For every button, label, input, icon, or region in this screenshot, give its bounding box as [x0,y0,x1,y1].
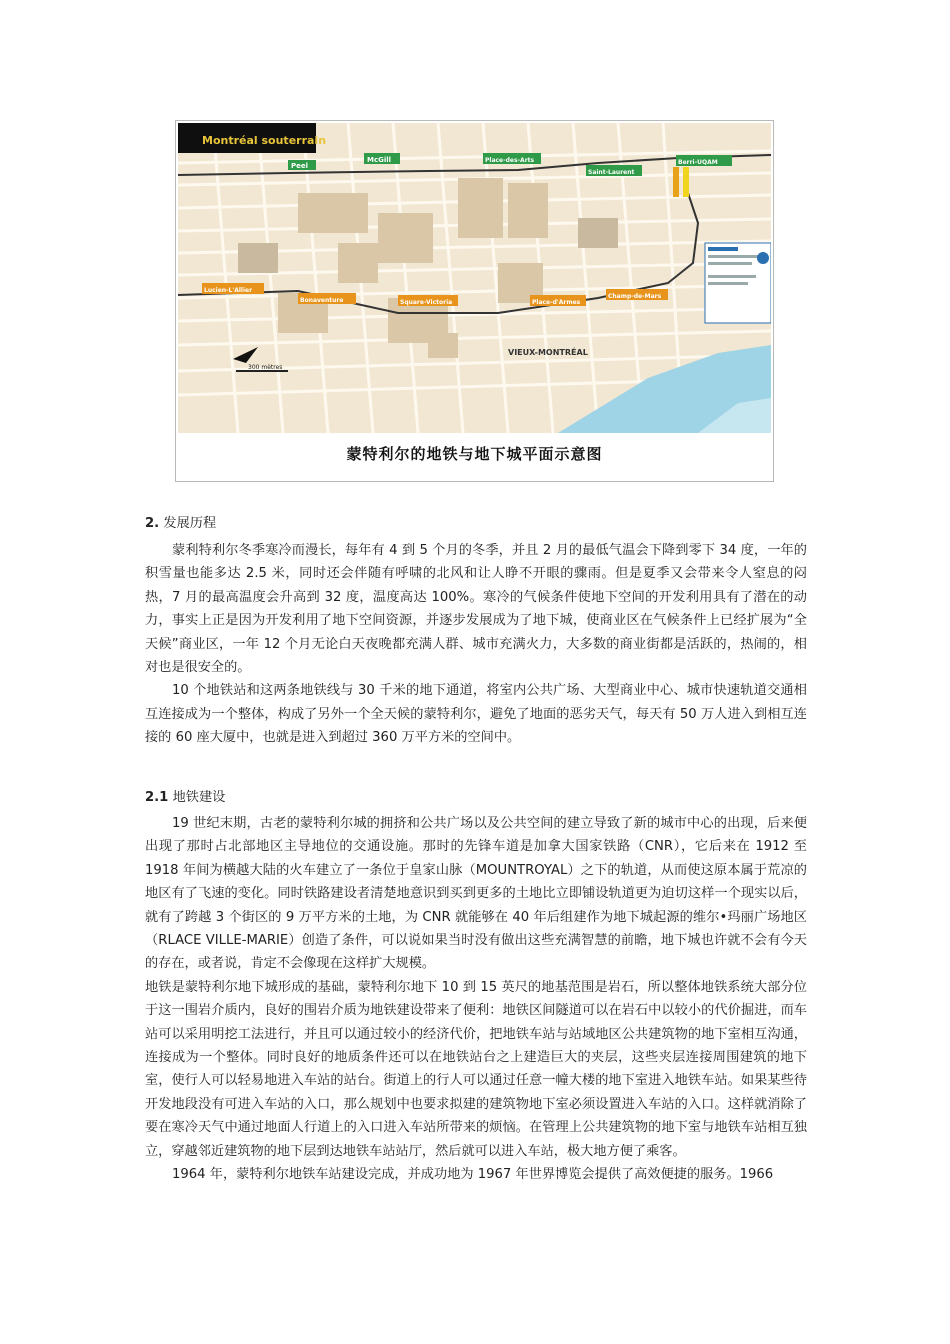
station-peel: Peel [291,162,309,170]
station-bonaventure: Bonaventure [300,297,344,304]
scale-label: 300 mètres [248,364,283,371]
station-lucien-lallier: Lucien-L'Allier [204,287,253,294]
section-2-heading [145,512,216,531]
station-berri-uqam: Berri-UQAM [678,159,718,166]
map-title: Montréal souterrain [202,134,327,147]
section-2-1-heading [145,786,225,805]
section-title: 地铁建设 [172,790,226,805]
station-place-des-arts: Place-des-Arts [485,157,535,164]
paragraph: 1964 年，蒙特利尔地铁车站建设完成，并成功地为 1967 年世界博览会提供了高效便捷的服务。1966 [172,1167,774,1183]
station-champ-de-mars: Champ-de-Mars [608,293,662,300]
district-label: VIEUX-MONTRÉAL [508,348,588,357]
metro-map [178,123,771,433]
station-square-victoria: Square-Victoria [400,299,453,306]
station-mcgill: McGill [367,156,392,164]
paragraph: 19 世纪末期，古老的蒙特利尔城的拥挤和公共广场以及公共空间的建立导致了新的城市中心的出现，后来便出现了那时占北部地区主导地位的交通设施。那时的先锋车道是加拿大国家铁路（CNR），它后来在 1912 至 1918 年间为横越大陆的火车建立了一条位于皇家山脉（MOUNTROYAL）之下的轨道，从而使这原本属于荒凉的地区有了飞速的变化。同时铁路建设者清楚地意识到买到更多的土地比立即铺设轨道更为迫切这样一个现实以后，就有了跨越 3 个街区的 9 万平方米的土地，为 CNR 就能够在 40 年后组建作为地下城起源的维尔•玛丽广场地区（RLACE VILLE-MARIE）创造了条件，可以说如果当时没有做出这些充满智慧的前瞻，地下城也许就不会有今天的存在，或者说，肯定不会像现在这样扩大规模。 [145,816,807,972]
map-figure [175,120,774,482]
station-saint-laurent: Saint-Laurent [588,169,635,176]
section-2-body [145,539,807,750]
paragraph: 地铁是蒙特利尔地下城形成的基础，蒙特利尔地下 10 到 15 英尺的地基范围是岩石，所以整体地铁系统大部分位于这一围岩介质内，良好的围岩介质为地铁建设带来了便利：地铁区间隧道可以在岩石中以较小的代价掘进，而车站可以采用明挖工法进行，并且可以通过较小的经济代价，把地铁车站与站域地区公共建筑物的地下室相互沟通，连接成为一个整体。同时良好的地质条件还可以在地铁站台之上建造巨大的夹层，这些夹层连接周围建筑的地下室，使行人可以轻易地进入车站的站台。街道上的行人可以通过任意一幢大楼的地下室进入地铁车站。如果某些待开发地段没有可进入车站的入口，那么规划中也要求拟建的建筑物地下室必须设置进入车站的入口。这样就消除了要在寒冷天气中通过地面人行道上的入口进入车站所带来的烦恼。在管理上公共建筑物的地下室与地铁车站相互独立，穿越邻近建筑物的地下层到达地铁车站站厅，然后就可以进入车站，极大地方便了乘客。 [145,979,807,1159]
section-number: 2. [145,516,160,531]
section-title: 发展历程 [163,516,217,531]
section-number: 2.1 [145,790,169,805]
section-2-1-body [145,812,807,1187]
station-place-darmes: Place-d'Armes [532,299,581,306]
paragraph: 10 个地铁站和这两条地铁线与 30 千米的地下通道，将室内公共广场、大型商业中心、城市快速轨道交通相互连接成为一个整体，构成了另外一个全天候的蒙特利尔，避免了地面的恶劣天气，每天有 50 万人进入到相互连接的 60 座大厦中，也就是进入到超过 360 万平方米的空间中。 [145,683,807,746]
figure-caption: 蒙特利尔的地铁与地下城平面示意图 [346,445,603,463]
paragraph: 蒙利特利尔冬季寒冷而漫长，每年有 4 到 5 个月的冬季，并且 2 月的最低气温会下降到零下 34 度，一年的积雪量也能多达 2.5 米，同时还会伴随有呼啸的北风和让人睁不开眼的骤雨。但是夏季又会带来令人窒息的闷热，7 月的最高温度会升高到 32 度，温度高达 100%。寒冷的气候条件使地下空间的开发利用具有了潜在的动力，事实上正是因为开发利用了地下空间资源，并逐步发展成为了地下城，使商业区在气候条件上已经扩展为“全天候”商业区，一年 12 个月无论白天夜晚都充满人群、城市充满火力，大多数的商业街都是活跃的，热闹的，相对也是很安全的。 [145,543,807,676]
